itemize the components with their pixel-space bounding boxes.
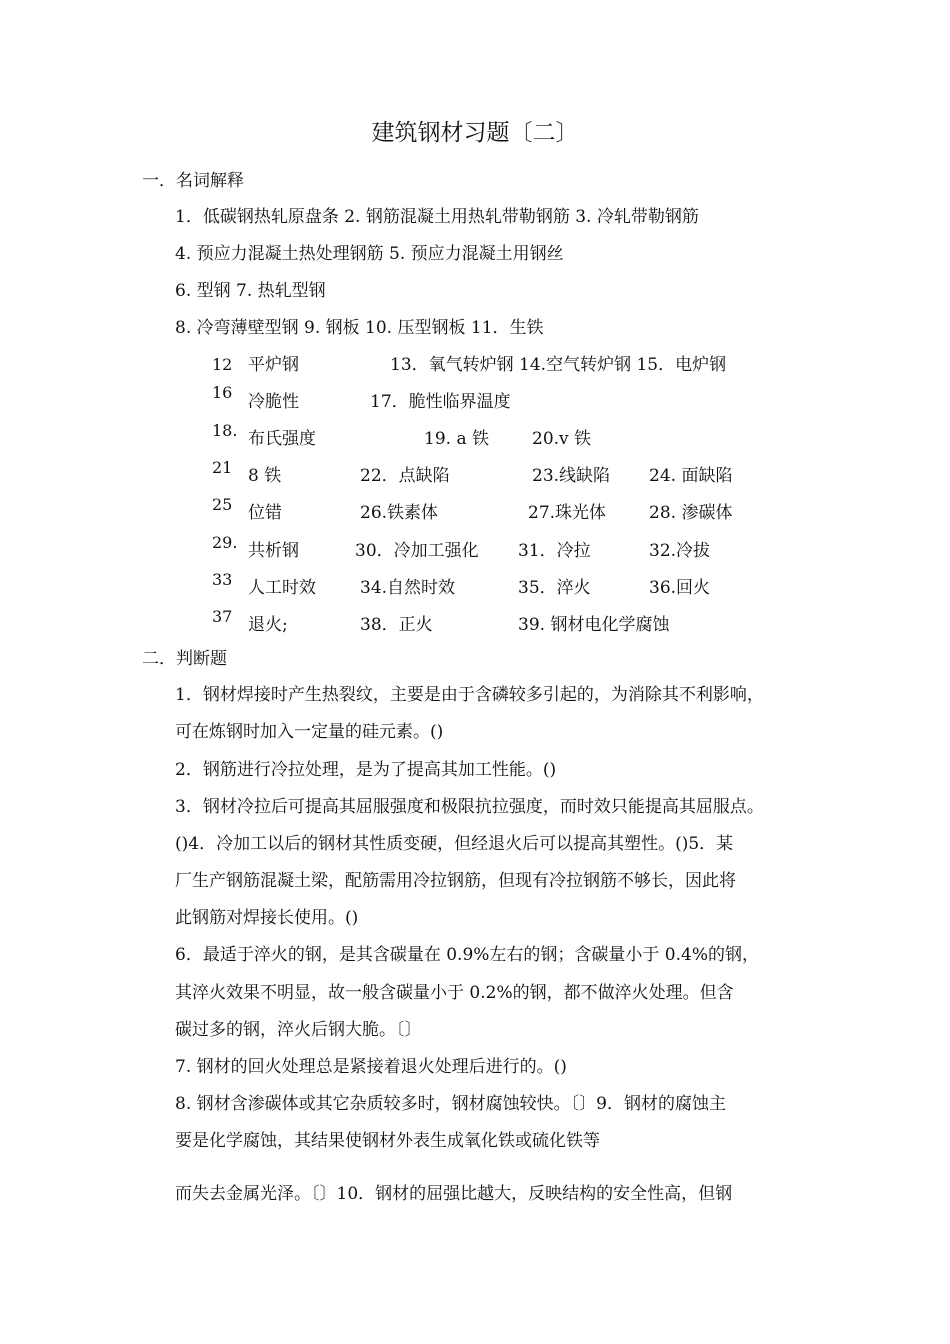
table-cell: 35．淬火 [518, 578, 591, 598]
table-cell: 38．正火 [360, 615, 433, 635]
judgment-line: 3．钢材冷拉后可提高其屈服强度和极限抗拉强度，而时效只能提高其屈服点。 [175, 797, 764, 817]
judgment-line: 此钢筋对焊接长使用。() [175, 908, 359, 928]
judgment-line: 而失去金属光泽。〔〕10．钢材的屈强比越大，反映结构的安全性高，但钢 [175, 1184, 733, 1204]
table-cell: 30．冷加工强化 [355, 541, 479, 561]
row-number: 37 [212, 607, 233, 626]
judgment-line: ()4．冷加工以后的钢材其性质变硬，但经退火后可以提高其塑性。()5．某 [175, 834, 734, 854]
table-cell: 27.珠光体 [528, 503, 607, 523]
table-cell: 32.冷拔 [649, 541, 711, 561]
row-number: 16 [212, 383, 233, 402]
judgment-line: 可在炼钢时加入一定量的硅元素。() [175, 722, 444, 742]
table-cell: 24. 面缺陷 [649, 466, 733, 486]
table-cell: 人工时效 [248, 578, 316, 598]
row-number: 25 [212, 495, 233, 514]
document-title: 建筑钢材习题〔二〕 [371, 120, 579, 146]
table-cell: 冷脆性 [248, 392, 299, 412]
row-number: 12 [212, 355, 233, 374]
term-line-2: 4. 预应力混凝土热处理钢筋 5. 预应力混凝土用钢丝 [175, 244, 564, 264]
table-cell: 13．氧气转炉钢 14.空气转炉钢 15．电炉钢 [390, 355, 727, 375]
table-cell: 39. 钢材电化学腐蚀 [518, 615, 670, 635]
term-line-4: 8. 冷弯薄壁型钢 9. 钢板 10. 压型钢板 11．生铁 [175, 318, 544, 338]
judgment-line: 厂生产钢筋混凝土梁，配筋需用冷拉钢筋，但现有冷拉钢筋不够长，因此将 [175, 871, 736, 891]
judgment-line: 7. 钢材的回火处理总是紧接着退火处理后进行的。() [175, 1057, 567, 1077]
table-cell: 平炉钢 [248, 355, 299, 375]
row-number: 18. [212, 421, 238, 440]
row-number: 21 [212, 458, 233, 477]
judgment-line: 要是化学腐蚀，其结果使钢材外表生成氧化铁或硫化铁等 [175, 1131, 600, 1151]
table-cell: 8 铁 [248, 466, 282, 486]
table-cell: 26.铁素体 [360, 503, 439, 523]
judgment-line: 1．钢材焊接时产生热裂纹，主要是由于含磷较多引起的，为消除其不利影响， [175, 685, 764, 705]
section-heading-terms: 一．名词解释 [142, 171, 244, 191]
table-cell: 23.线缺陷 [532, 466, 611, 486]
table-cell: 17．脆性临界温度 [370, 392, 511, 412]
judgment-line: 其淬火效果不明显，故一般含碳量小于 0.2%的钢，都不做淬火处理。但含 [175, 983, 734, 1003]
table-cell: 31．冷拉 [518, 541, 591, 561]
term-line-3: 6. 型钢 7. 热轧型钢 [175, 281, 326, 301]
table-cell: 36.回火 [649, 578, 711, 598]
table-cell: 22．点缺陷 [360, 466, 450, 486]
table-cell: 退火; [248, 615, 288, 635]
row-number: 33 [212, 570, 233, 589]
judgment-line: 8. 钢材含渗碳体或其它杂质较多时，钢材腐蚀较快。〔〕9．钢材的腐蚀主 [175, 1094, 726, 1114]
table-cell: 布氏强度 [248, 429, 316, 449]
section-heading-judgment: 二．判断题 [142, 649, 227, 669]
table-cell: 28. 渗碳体 [649, 503, 733, 523]
table-cell: 共析钢 [248, 541, 299, 561]
row-number: 29. [212, 533, 238, 552]
table-cell: 34.自然时效 [360, 578, 456, 598]
table-cell: 19. a 铁 [424, 429, 489, 449]
judgment-line: 6．最适于淬火的钢，是其含碳量在 0.9%左右的钢；含碳量小于 0.4%的钢， [175, 945, 760, 965]
judgment-line: 碳过多的钢，淬火后钢大脆。〔〕 [175, 1020, 422, 1040]
judgment-line: 2．钢筋进行冷拉处理，是为了提高其加工性能。() [175, 760, 557, 780]
term-line-1: 1．低碳钢热轧原盘条 2. 钢筋混凝土用热轧带勒钢筋 3. 冷轧带勒钢筋 [175, 207, 699, 227]
table-cell: 20.v 铁 [532, 429, 592, 449]
table-cell: 位错 [248, 503, 282, 523]
